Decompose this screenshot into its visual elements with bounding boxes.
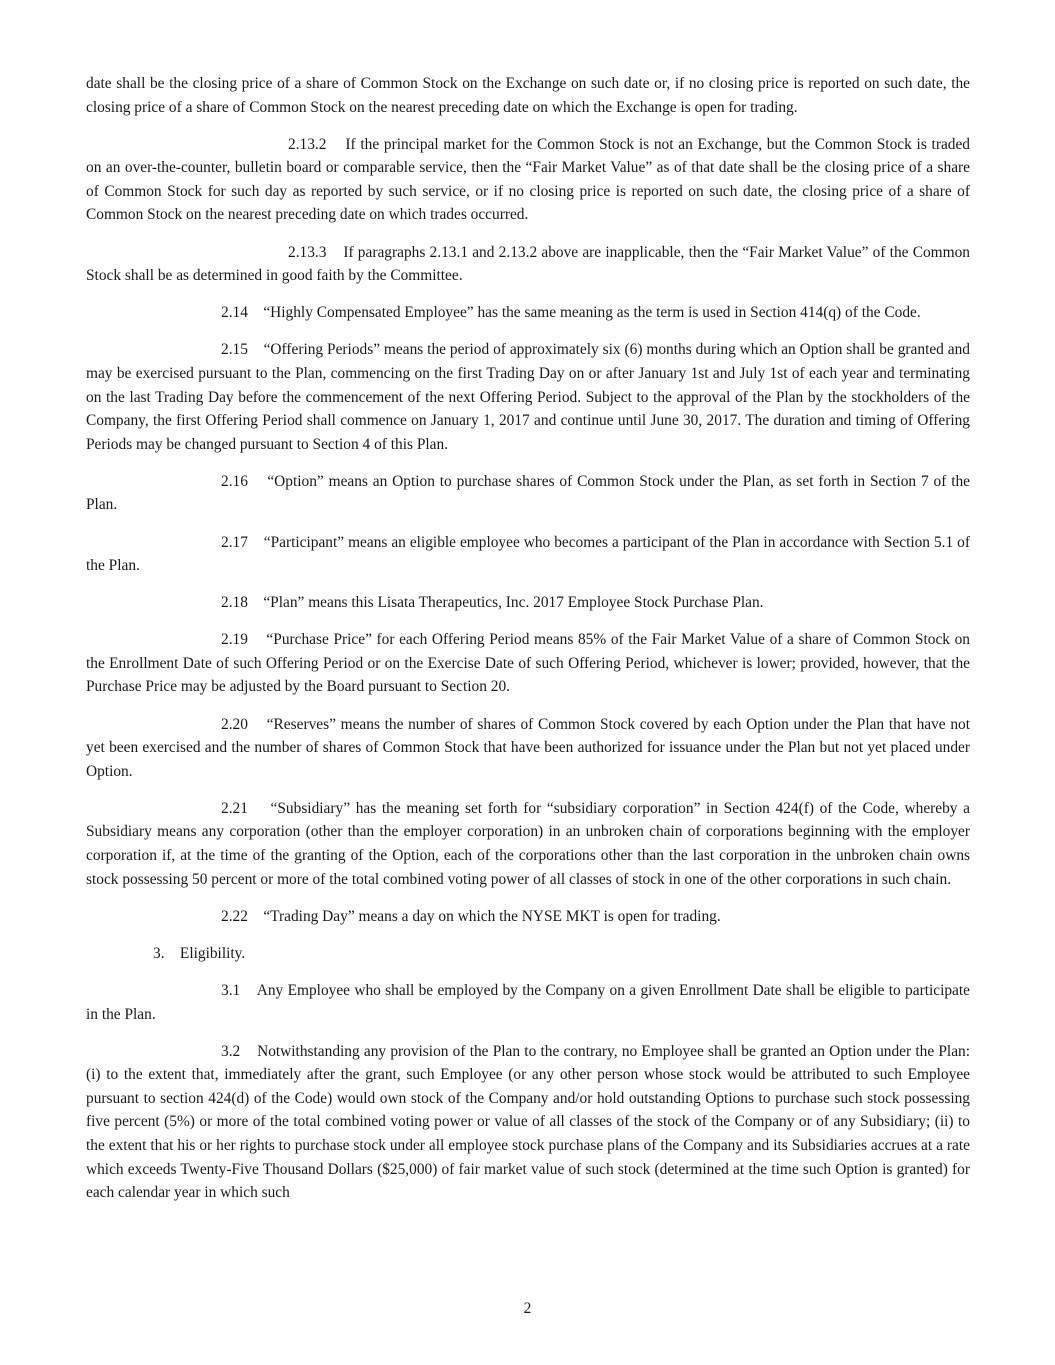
paragraph-2-18: 2.18 “Plan” means this Lisata Therapeutics, Inc. 2017 Employee Stock Purchase Plan. (221, 594, 764, 612)
section-heading-3-eligibility: 3. Eligibility. (153, 944, 246, 962)
document-body (86, 72, 970, 1218)
paragraph-2-22: 2.22 “Trading Day” means a day on which the NYSE MKT is open for trading. (221, 907, 721, 925)
paragraph-3-2: 3.2 Notwithstanding any provision of the Plan to the contrary, no Employee shall be granted an Option under the Plan: (i) to the extent that, immediately after the grant, such Employee (or any other person whose stock would be attributed to such Employee pursuant to section 424(d) of the Code) would own stock of the Company and/or hold outstanding Options to purchase such stock possessing five percent (5%) or more of the total combined voting power or value of all classes of the stock of the Company or of any Subsidiary; (ii) to the extent that his or her rights to purchase stock under all employee stock purchase plans of the Company and its Subsidiaries accrues at a rate which exceeds Twenty-Five Thousand Dollars ($25,000) of fair market value of such stock (determined at the time such Option is granted) for each calendar year in which such (86, 1042, 970, 1202)
page-number: 2 (523, 1300, 532, 1317)
paragraph-2-15: 2.15 “Offering Periods” means the period of approximately six (6) months during which an Option shall be granted and may be exercised pursuant to the Plan, commencing on the first Trading Day on or after January 1st and July 1st of each year and terminating on the last Trading Day before the commencement of the next Offering Period. Subject to the approval of the Plan by the stockholders of the Company, the first Offering Period shall commence on January 1, 2017 and continue until June 30, 2017. The duration and timing of Offering Periods may be changed pursuant to Section 4 of this Plan. (86, 341, 970, 453)
paragraph-3-1: 3.1 Any Employee who shall be employed by the Company on a given Enrollment Date shall be eligible to participate in the Plan. (86, 981, 970, 1023)
paragraph-2-13-2: 2.13.2 If the principal market for the Common Stock is not an Exchange, but the Common Stock is traded on an over-the-counter, bulletin board or comparable service, then the “Fair Market Value” as of that date shall be the closing price of a share of Common Stock for such day as reported by such service, or if no closing price is reported on such date, the closing price of a share of Common Stock on the nearest preceding date on which trades occurred. (86, 135, 970, 224)
paragraph-2-13-3: 2.13.3 If paragraphs 2.13.1 and 2.13.2 above are inapplicable, then the “Fair Market Value” of the Common Stock shall be as determined in good faith by the Committee. (86, 243, 970, 285)
paragraph-2-21: 2.21 “Subsidiary” has the meaning set forth for “subsidiary corporation” in Section 424(f) of the Code, whereby a Subsidiary means any corporation (other than the employer corporation) in an unbroken chain of corporations beginning with the employer corporation if, at the time of the granting of the Option, each of the corporations other than the last corporation in the unbroken chain owns stock possessing 50 percent or more of the total combined voting power of all classes of stock in one of the other corporations in such chain. (86, 799, 970, 888)
paragraph-2-16: 2.16 “Option” means an Option to purchase shares of Common Stock under the Plan, as set forth in Section 7 of the Plan. (86, 472, 970, 514)
paragraph-2-14: 2.14 “Highly Compensated Employee” has the same meaning as the term is used in Section 414(q) of the Code. (221, 304, 921, 322)
paragraph-2-20: 2.20 “Reserves” means the number of shares of Common Stock covered by each Option under the Plan that have not yet been exercised and the number of shares of Common Stock that have been authorized for issuance under the Plan but not yet placed under Option. (86, 715, 970, 780)
paragraph-2-19: 2.19 “Purchase Price” for each Offering Period means 85% of the Fair Market Value of a share of Common Stock on the Enrollment Date of such Offering Period or on the Exercise Date of such Offering Period, whichever is lower; provided, however, that the Purchase Price may be adjusted by the Board pursuant to Section 20. (86, 631, 970, 696)
paragraph-2-17: 2.17 “Participant” means an eligible employee who becomes a participant of the Plan in accordance with Section 5.1 of the Plan. (86, 533, 970, 575)
paragraph-2-13-1-continued: date shall be the closing price of a share of Common Stock on the Exchange on such date or, if no closing price is reported on such date, the closing price of a share of Common Stock on the nearest preceding date on which the Exchange is open for trading. (86, 75, 970, 116)
